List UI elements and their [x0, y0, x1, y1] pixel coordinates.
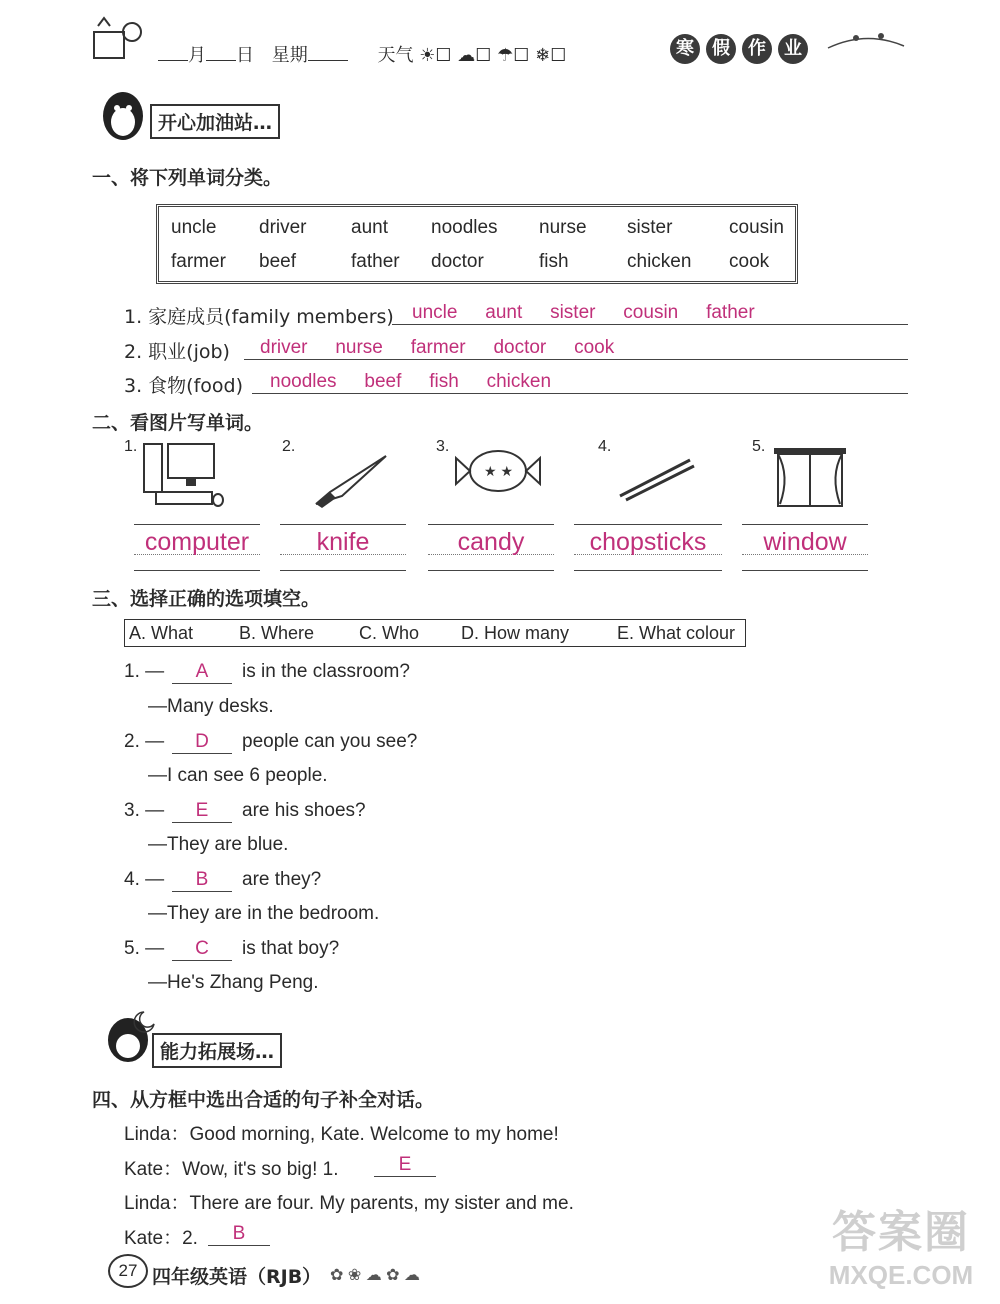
word: uncle: [171, 217, 217, 238]
pic-answer-top-line: [574, 510, 722, 525]
part1-heading: 一、将下列单词分类。: [92, 167, 283, 189]
part2-heading: 二、看图片写单词。: [92, 412, 264, 434]
month-label: 月: [188, 45, 206, 66]
q-answer: D: [172, 731, 232, 754]
pic-answer: chopsticks: [589, 528, 707, 556]
pic-answer-bottom-line: [428, 556, 554, 571]
word: aunt: [351, 217, 388, 238]
word: beef: [259, 251, 296, 272]
section-title-ability: 能力拓展场…: [152, 1033, 282, 1068]
q-text: are his shoes?: [242, 800, 366, 821]
option: A. What: [129, 623, 194, 643]
q-num: 1. —: [124, 661, 165, 682]
watermark-text: MXQE.COM: [828, 1260, 974, 1290]
penguin-icon: [96, 84, 150, 149]
q-reply: —They are blue.: [148, 834, 289, 855]
word: doctor: [431, 251, 484, 272]
q-reply: —Many desks.: [148, 696, 274, 717]
pic-answer-bottom-line: [134, 556, 260, 571]
snow-icon: ❄☐: [535, 45, 567, 66]
dialogue-line-3: Linda：There are four. My parents, my sister and me.: [124, 1193, 574, 1214]
banner-char: 寒: [670, 34, 700, 64]
q-num: 3. —: [124, 800, 165, 821]
day-label: 日: [236, 45, 254, 66]
dialogue-answer-2: B: [208, 1223, 270, 1246]
q-answer: B: [172, 869, 232, 892]
flower-decoration-icon: [330, 1262, 460, 1291]
pic-answer-top-line: [134, 510, 260, 525]
word-box: [156, 204, 798, 284]
pic-answer: candy: [457, 528, 525, 556]
word: cousin: [729, 217, 784, 238]
q-reply: —I can see 6 people.: [148, 765, 328, 786]
pic-num: 4.: [598, 438, 612, 455]
q3-answer: noodles beef fish chicken: [270, 371, 552, 392]
knife-icon: [312, 452, 392, 513]
pic-answer: knife: [316, 528, 370, 556]
pic-answer-top-line: [428, 510, 554, 525]
computer-icon: [142, 440, 226, 515]
dialogue-line-4: Kate：2.: [124, 1228, 198, 1249]
banner-char: 假: [706, 34, 736, 64]
word: noodles: [431, 217, 498, 238]
option: B. Where: [239, 623, 315, 643]
q-num: 2. —: [124, 731, 165, 752]
q-answer: A: [172, 661, 232, 684]
q-num: 4. —: [124, 869, 165, 890]
word: chicken: [627, 251, 692, 272]
svg-text:★ ★: ★ ★: [484, 463, 513, 479]
q-text: is in the classroom?: [242, 661, 410, 682]
chopsticks-icon: [616, 456, 696, 507]
banner-char: 作: [742, 34, 772, 64]
word: farmer: [171, 251, 226, 272]
part4-heading: 四、从方框中选出合适的句子补全对话。: [92, 1089, 435, 1111]
q-text: is that boy?: [242, 938, 340, 959]
banner-char: 业: [778, 34, 808, 64]
q1-answer: uncle aunt sister cousin father: [412, 302, 755, 323]
options-box: [124, 619, 746, 647]
pic-answer-bottom-line: [742, 556, 868, 571]
sunny-icon: ☀☐: [419, 45, 452, 66]
pic-num: 1.: [124, 438, 138, 455]
pic-answer: window: [763, 528, 847, 556]
pic-answer-top-line: [742, 510, 868, 525]
q-answer: C: [172, 938, 232, 961]
q-text: are they?: [242, 869, 322, 890]
date-line: [158, 41, 566, 67]
weather-label: 天气: [377, 45, 414, 66]
word: cook: [729, 251, 770, 272]
pic-answer-bottom-line: [574, 556, 722, 571]
watermark-logo-icon: 答案圈: [832, 1207, 970, 1258]
winter-homework-banner: [670, 34, 814, 64]
word: fish: [539, 251, 569, 272]
header-decoration-icon: [88, 14, 148, 64]
page-number-badge: 27: [108, 1254, 148, 1288]
penguin-moon-icon: [100, 1004, 160, 1073]
option: E. What colour: [617, 623, 736, 643]
q-answer: E: [172, 800, 232, 823]
book-title: 四年级英语（RJB）: [152, 1266, 322, 1288]
q3-label: 3. 食物(food): [124, 375, 243, 397]
svg-text:✿ ❀ ☁ ✿ ☁: ✿ ❀ ☁ ✿ ☁: [330, 1267, 420, 1284]
window-icon: [770, 446, 850, 513]
watermark: [816, 1196, 986, 1296]
pic-num: 5.: [752, 438, 766, 455]
pic-answer-bottom-line: [280, 556, 406, 571]
candy-icon: [452, 446, 544, 501]
q-reply: —They are in the bedroom.: [148, 903, 380, 924]
q1-label: 1. 家庭成员(family members): [124, 306, 394, 328]
pic-answer-top-line: [280, 510, 406, 525]
branch-decoration-icon: [826, 28, 906, 63]
q2-answer: driver nurse farmer doctor cook: [260, 337, 615, 358]
q-text: people can you see?: [242, 731, 418, 752]
dialogue-line-2: Kate：Wow, it's so big! 1.: [124, 1159, 339, 1180]
section-title-happy: 开心加油站…: [150, 104, 280, 139]
word: driver: [259, 217, 307, 238]
pic-num: 2.: [282, 438, 296, 455]
q-num: 5. —: [124, 938, 165, 959]
dialogue-line-1: Linda：Good morning, Kate. Welcome to my home!: [124, 1124, 559, 1145]
word: nurse: [539, 217, 587, 238]
q2-label: 2. 职业(job): [124, 341, 230, 363]
rain-icon: ☂☐: [497, 45, 530, 66]
cloudy-icon: ☁☐: [457, 45, 492, 66]
word: father: [351, 251, 400, 272]
week-label: 星期: [271, 45, 308, 66]
pic-answer: computer: [144, 528, 250, 556]
dialogue-answer-1: E: [374, 1154, 436, 1177]
q-reply: —He's Zhang Peng.: [148, 972, 319, 993]
part3-heading: 三、选择正确的选项填空。: [92, 588, 321, 610]
option: C. Who: [359, 623, 420, 643]
word: sister: [627, 217, 673, 238]
option: D. How many: [461, 623, 570, 643]
pic-num: 3.: [436, 438, 450, 455]
